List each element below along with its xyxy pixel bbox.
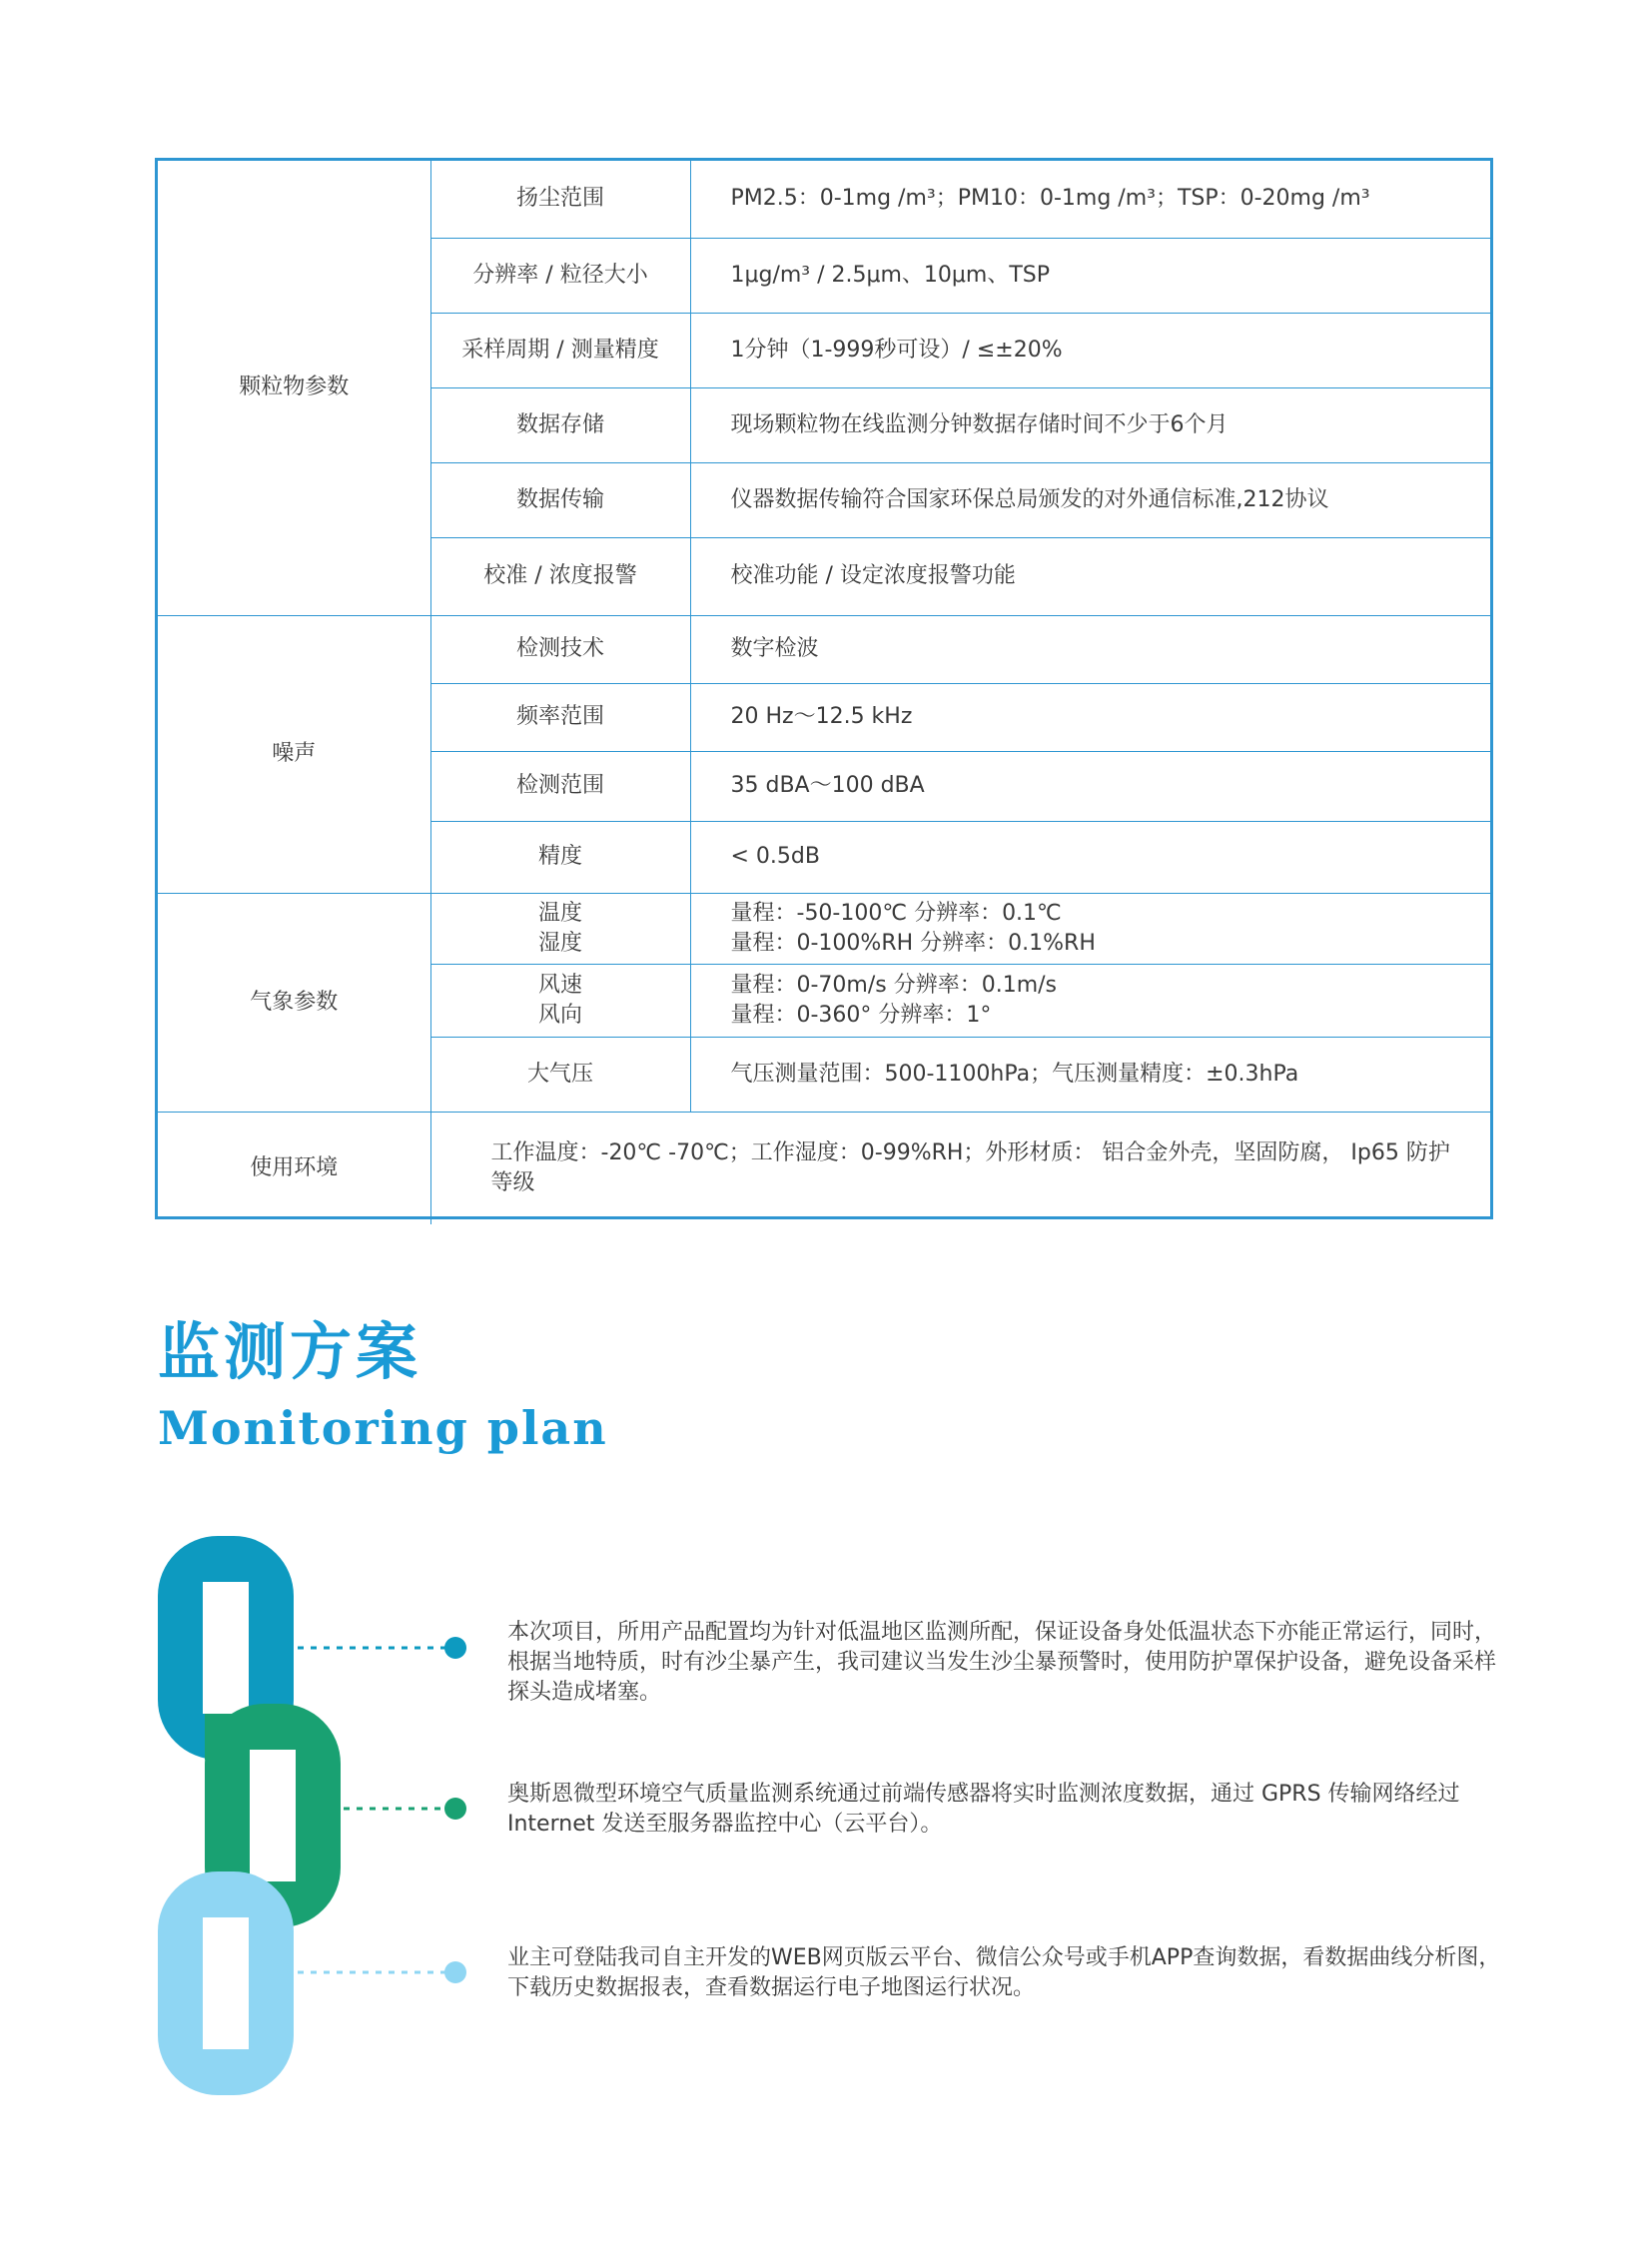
- value-frequency: 20 Hz～12.5 kHz: [690, 683, 1490, 751]
- table-row: [158, 1112, 1490, 1224]
- plan-paragraph-2: 奥斯恩微型环境空气质量监测系统通过前端传感器将实时监测浓度数据，通过 GPRS 传输网络经过 Internet 发送至服务器监控中心（云平台）。: [507, 1782, 1460, 1837]
- item-pressure: 大气压: [430, 1037, 690, 1112]
- value-detection-range: 35 dBA～100 dBA: [690, 751, 1490, 821]
- plan-paragraph-1: 本次项目，所用产品配置均为针对低温地区监测所配，保证设备身处低温状态下亦能正常运行，同时，根据当地特质，时有沙尘暴产生，我司建议当发生沙尘暴预警时，使用防护罩保护设备，避免设备采样探头造成堵塞。: [507, 1620, 1497, 1705]
- item-wind: [430, 964, 690, 1037]
- value-dust-range: PM2.5：0-1mg /m³；PM10：0-1mg /m³；TSP：0-20mg /m³: [690, 161, 1490, 238]
- item-accuracy: 精度: [430, 821, 690, 893]
- connector-3: [298, 1961, 466, 1983]
- section-title-cn: 监测方案: [158, 1315, 422, 1388]
- value-wind: [690, 964, 1490, 1037]
- value-calibration: 校准功能 / 设定浓度报警功能: [690, 537, 1490, 615]
- item-frequency: 频率范围: [430, 683, 690, 751]
- value-resolution: 1μg/m³ / 2.5μm、10μm、TSP: [690, 238, 1490, 313]
- value-sampling: 1分钟（1-999秒可设）/ ≤±20%: [690, 313, 1490, 387]
- value-detection-tech: 数字检波: [690, 615, 1490, 683]
- item-detection-tech: 检测技术: [430, 615, 690, 683]
- value-transmission: 仪器数据传输符合国家环保总局颁发的对外通信标准,212协议: [690, 462, 1490, 537]
- connector-2: [344, 1798, 466, 1820]
- item-wind-direction: 风向: [537, 1002, 582, 1028]
- value-wind-direction: 量程：0-360° 分辨率：1°: [730, 1002, 992, 1028]
- item-sampling: 采样周期 / 测量精度: [430, 313, 690, 387]
- value-temperature: 量程：-50-100℃ 分辨率：0.1℃: [730, 900, 1062, 926]
- category-environment: 使用环境: [158, 1112, 430, 1224]
- category-noise: 噪声: [158, 615, 430, 893]
- table-row: [158, 893, 1490, 964]
- chain-link-blue: [158, 1536, 294, 1760]
- plan-paragraph-3: 业主可登陆我司自主开发的WEB网页版云平台、微信公众号或手机APP查询数据，看数据曲线分析图，下载历史数据报表，查看数据运行电子地图运行状况。: [507, 1945, 1501, 2000]
- category-particulate: 颗粒物参数: [158, 161, 430, 615]
- value-temp-humidity: [690, 893, 1490, 964]
- item-transmission: 数据传输: [430, 462, 690, 537]
- value-wind-speed: 量程：0-70m/s 分辨率：0.1m/s: [730, 972, 1058, 998]
- section-title-en: Monitoring plan: [158, 1401, 608, 1455]
- table-row: [158, 161, 1490, 238]
- chain-link-green: [205, 1704, 341, 1927]
- value-pressure: 气压测量范围：500-1100hPa；气压测量精度：±0.3hPa: [690, 1037, 1490, 1112]
- item-wind-speed: 风速: [537, 972, 582, 998]
- category-weather: 气象参数: [158, 893, 430, 1112]
- item-humidity: 湿度: [537, 930, 582, 956]
- item-storage: 数据存储: [430, 387, 690, 462]
- table-row: [158, 615, 1490, 683]
- chain-link-light: [158, 1871, 294, 2095]
- chain-overlap: [205, 1714, 249, 1760]
- value-humidity: 量程：0-100%RH 分辨率：0.1%RH: [730, 930, 1096, 956]
- item-temperature: 温度: [537, 900, 582, 926]
- item-calibration: 校准 / 浓度报警: [430, 537, 690, 615]
- spec-table: [155, 158, 1493, 1219]
- value-storage: 现场颗粒物在线监测分钟数据存储时间不少于6个月: [690, 387, 1490, 462]
- item-detection-range: 检测范围: [430, 751, 690, 821]
- item-dust-range: 扬尘范围: [430, 161, 690, 238]
- value-accuracy: < 0.5dB: [690, 821, 1490, 893]
- item-temp-humidity: [430, 893, 690, 964]
- value-environment: 工作温度：-20℃ -70℃；工作湿度：0-99%RH；外形材质： 铝合金外壳，坚固防腐， Ip65 防护等级: [430, 1112, 1490, 1224]
- connector-1: [298, 1637, 466, 1659]
- item-resolution: 分辨率 / 粒径大小: [430, 238, 690, 313]
